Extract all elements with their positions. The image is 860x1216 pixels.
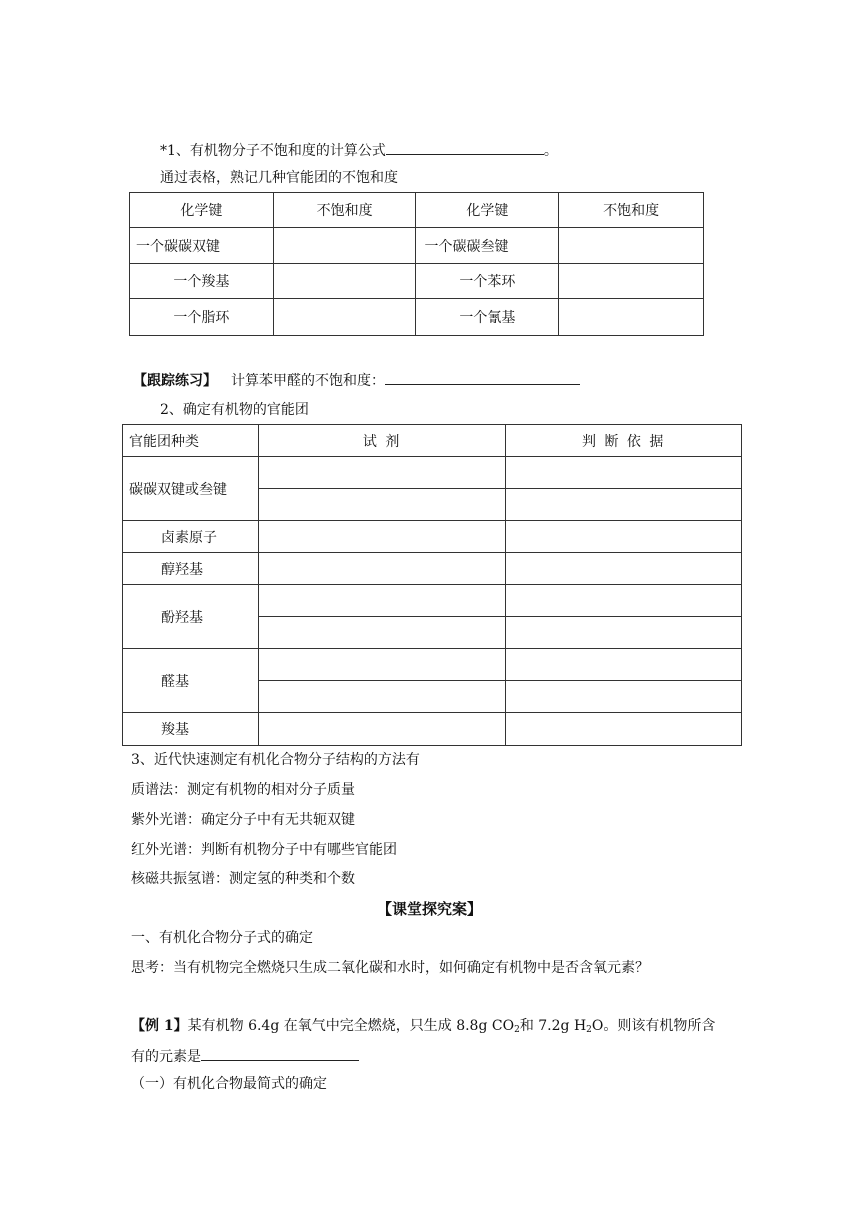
header-bond-1: 化学键 — [130, 193, 274, 228]
answer-cell[interactable] — [559, 228, 704, 264]
inquiry-heading: 【课堂探究案】 — [377, 900, 483, 918]
basis-cell[interactable] — [506, 617, 742, 649]
practice-line — [133, 372, 580, 388]
table-intro: 通过表格，熟记几种官能团的不饱和度 — [160, 170, 398, 186]
reagent-cell[interactable] — [258, 585, 506, 617]
group-phenol-hydroxyl: 酚羟基 — [123, 585, 259, 649]
header-degree-2: 不饱和度 — [559, 193, 704, 228]
answer-cell[interactable] — [273, 228, 416, 264]
basis-cell[interactable] — [506, 521, 742, 553]
table-row — [123, 457, 742, 489]
header-group-type: 官能团种类 — [123, 425, 259, 457]
formula-question-text: *1、有机物分子不饱和度的计算公式 — [160, 143, 386, 159]
reagent-cell[interactable] — [258, 553, 506, 585]
basis-cell[interactable] — [506, 585, 742, 617]
answer-cell[interactable] — [559, 264, 704, 299]
bond-cell: 一个苯环 — [416, 264, 559, 299]
practice-label: 【跟踪练习】 — [133, 373, 217, 389]
method-nmr: 核磁共振氢谱：测定氢的种类和个数 — [131, 871, 355, 887]
method-mass-spec: 质谱法：测定有机物的相对分子质量 — [131, 782, 355, 798]
group-halogen: 卤素原子 — [123, 521, 259, 553]
elements-answer-blank[interactable] — [201, 1048, 359, 1061]
formula-answer-blank[interactable] — [386, 142, 544, 155]
practice-answer-blank[interactable] — [385, 372, 580, 385]
basis-cell[interactable] — [506, 457, 742, 489]
section2-title: 2、确定有机物的官能团 — [160, 402, 309, 418]
header-reagent: 试 剂 — [258, 425, 506, 457]
bond-cell: 一个碳碳双键 — [130, 228, 274, 264]
table-row — [123, 553, 742, 585]
bond-cell: 一个碳碳叁键 — [416, 228, 559, 264]
example1-text-a: 某有机物 6.4g 在氧气中完全燃烧，只生成 8.8g CO — [187, 1018, 515, 1034]
basis-cell[interactable] — [506, 713, 742, 746]
reagent-cell[interactable] — [258, 457, 506, 489]
reagent-cell[interactable] — [258, 521, 506, 553]
practice-text: 计算苯甲醛的不饱和度： — [231, 373, 385, 389]
table-row — [130, 228, 704, 264]
basis-cell[interactable] — [506, 681, 742, 713]
example1-text-b: 和 7.2g H — [519, 1018, 587, 1034]
example1-line2-text: 有的元素是 — [131, 1049, 201, 1065]
example1-text-c: O。则该有机物所含 — [591, 1018, 716, 1034]
answer-cell[interactable] — [273, 264, 416, 299]
group-aldehyde: 醛基 — [123, 649, 259, 713]
basis-cell[interactable] — [506, 489, 742, 521]
bond-cell: 一个羧基 — [130, 264, 274, 299]
group-carboxyl: 羧基 — [123, 713, 259, 746]
section3-title: 3、近代快速测定有机化合物分子结构的方法有 — [131, 752, 420, 768]
header-basis: 判 断 依 据 — [506, 425, 742, 457]
think-question: 思考：当有机物完全燃烧只生成二氧化碳和水时，如何确定有机物中是否含氧元素？ — [131, 960, 649, 976]
functional-group-table — [122, 424, 742, 746]
formula-question — [160, 142, 558, 158]
reagent-cell[interactable] — [258, 713, 506, 746]
group-alcohol-hydroxyl: 醇羟基 — [123, 553, 259, 585]
sub-section-empirical: （一）有机化合物最简式的确定 — [131, 1076, 327, 1092]
example1-line1 — [131, 1019, 715, 1035]
header-bond-2: 化学键 — [416, 193, 559, 228]
h2o-subscript: 2 — [586, 1025, 592, 1035]
table-row — [130, 264, 704, 299]
table-row — [123, 713, 742, 746]
example1-line2 — [131, 1048, 359, 1064]
header-degree-1: 不饱和度 — [273, 193, 416, 228]
method-uv: 紫外光谱：确定分子中有无共轭双键 — [131, 812, 355, 828]
answer-cell[interactable] — [559, 299, 704, 336]
reagent-cell[interactable] — [258, 681, 506, 713]
co2-subscript: 2 — [514, 1025, 520, 1035]
answer-cell[interactable] — [273, 299, 416, 336]
method-ir: 红外光谱：判断有机物分子中有哪些官能团 — [131, 842, 397, 858]
reagent-cell[interactable] — [258, 489, 506, 521]
table-row — [123, 649, 742, 681]
group-double-triple-bond: 碳碳双键或叁键 — [123, 457, 259, 521]
bond-cell: 一个氰基 — [416, 299, 559, 336]
reagent-cell[interactable] — [258, 617, 506, 649]
bond-cell: 一个脂环 — [130, 299, 274, 336]
basis-cell[interactable] — [506, 553, 742, 585]
inquiry-sub1: 一、有机化合物分子式的确定 — [131, 930, 313, 946]
basis-cell[interactable] — [506, 649, 742, 681]
reagent-cell[interactable] — [258, 649, 506, 681]
formula-question-end: 。 — [543, 143, 558, 159]
table-row — [123, 521, 742, 553]
table-row — [130, 299, 704, 336]
example1-label: 【例 1】 — [131, 1018, 188, 1034]
unsaturation-table — [129, 192, 704, 336]
table-row — [123, 585, 742, 617]
